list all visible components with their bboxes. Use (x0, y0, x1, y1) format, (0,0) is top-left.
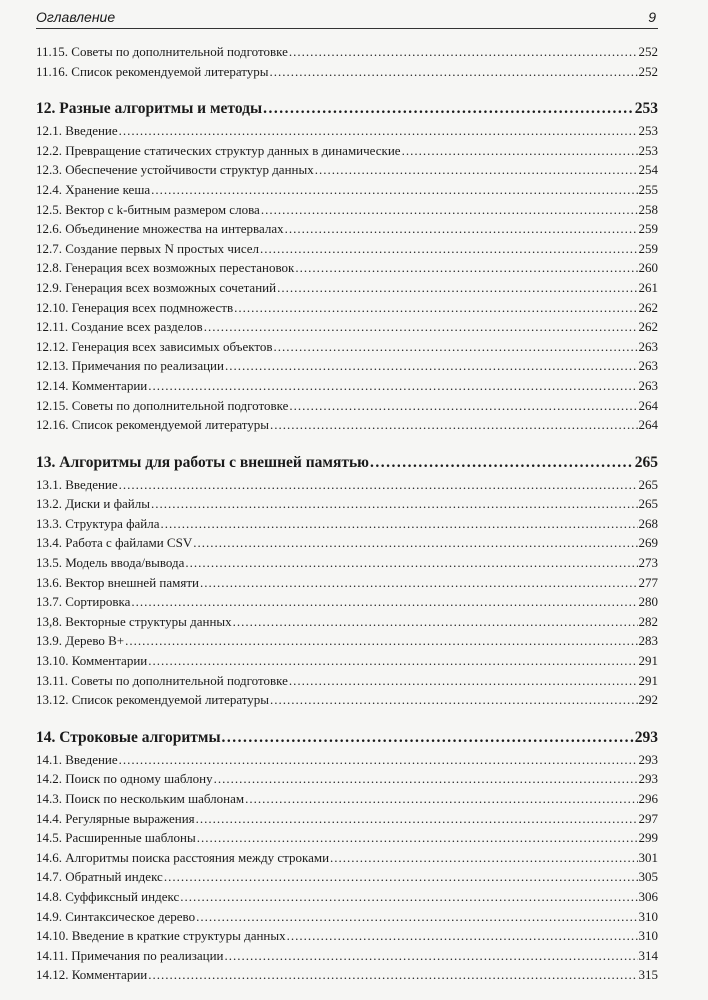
toc-entry-page: 315 (638, 967, 658, 983)
toc-entry (36, 592, 658, 612)
toc-entry-page: 292 (638, 692, 658, 708)
toc-entry-page: 280 (638, 594, 658, 610)
toc-entry-label: 12.13. Примечания по реализации (36, 358, 224, 374)
toc-entry-page: 268 (638, 515, 658, 531)
toc-entry (36, 239, 658, 259)
toc-entry (36, 690, 658, 710)
toc-entry (36, 219, 658, 239)
dot-leader (200, 573, 638, 593)
toc-entry-label: 14.9. Синтаксическое дерево (36, 908, 196, 924)
dot-leader (260, 239, 637, 259)
dot-leader (263, 98, 634, 119)
page-header (36, 6, 658, 29)
dot-leader (402, 141, 638, 161)
dot-leader (180, 887, 637, 907)
dot-leader (161, 514, 638, 534)
toc-entry-label: 12.1. Введение (36, 123, 118, 139)
dot-leader (315, 160, 638, 180)
toc-entry-label: 14.4. Регулярные выражения (36, 810, 195, 826)
toc-entry-label: 12.3. Обеспечение устойчивости структур данных (36, 162, 314, 178)
dot-leader (148, 651, 637, 671)
dot-leader (148, 965, 637, 985)
toc-entry-label: 13.2. Диски и файлы (36, 496, 150, 512)
toc-entry (36, 337, 658, 357)
toc-entry (36, 848, 658, 868)
toc-entry-page: 291 (638, 653, 658, 669)
toc-entry-label: 13.1. Введение (36, 476, 118, 492)
toc-entry-label: 14.2. Поиск по одному шаблону (36, 771, 213, 787)
toc-entry (36, 475, 658, 495)
toc-entry (36, 789, 658, 809)
toc-entry-page: 262 (638, 299, 658, 315)
toc-entry-label: 14.11. Примечания по реализации (36, 947, 224, 963)
toc-entry-label: 13.12. Список рекомендуемой литературы (36, 692, 270, 708)
toc-entry (36, 494, 658, 514)
toc-entry-page: 263 (638, 377, 658, 393)
table-of-contents (36, 42, 658, 985)
toc-entry-page: 258 (638, 201, 658, 217)
toc-entry-label: 12.7. Создание первых N простых чисел (36, 240, 260, 256)
toc-entry (36, 415, 658, 435)
dot-leader (289, 42, 638, 62)
toc-entry-page: 252 (638, 63, 658, 79)
chapter-heading (36, 727, 658, 748)
toc-entry (36, 258, 658, 278)
toc-entry-label: 12.15. Советы по дополнительной подготовке (36, 397, 289, 413)
toc-entry-page: 291 (638, 672, 658, 688)
toc-entry-page: 314 (638, 947, 658, 963)
dot-leader (330, 848, 637, 868)
dot-leader (151, 494, 638, 514)
toc-entry (36, 180, 658, 200)
toc-entry-label: 12.2. Превращение статических структур данных в динамические (36, 142, 401, 158)
toc-entry (36, 317, 658, 337)
toc-entry-page: 262 (638, 319, 658, 335)
toc-entry (36, 887, 658, 907)
dot-leader (222, 727, 634, 748)
dot-leader (285, 219, 638, 239)
dot-leader (148, 376, 637, 396)
toc-entry (36, 356, 658, 376)
toc-entry-label: 13.7. Сортировка (36, 594, 131, 610)
toc-entry-page: 265 (638, 476, 658, 492)
toc-entry (36, 809, 658, 829)
toc-entry-page: 254 (638, 162, 658, 178)
toc-entry (36, 533, 658, 553)
toc-entry-page: 259 (638, 240, 658, 256)
dot-leader (196, 907, 637, 927)
dot-leader (119, 121, 638, 141)
toc-entry-page: 264 (638, 417, 658, 433)
toc-entry-page: 310 (638, 928, 658, 944)
toc-entry-label: 13,8. Векторные структуры данных (36, 613, 232, 629)
chapter-heading (36, 452, 658, 473)
toc-entry-page: 297 (638, 810, 658, 826)
chapter-heading (36, 98, 658, 119)
dot-leader (119, 750, 638, 770)
toc-entry-label: 13.10. Комментарии (36, 653, 148, 669)
toc-entry (36, 946, 658, 966)
toc-entry (36, 553, 658, 573)
dot-leader (131, 592, 637, 612)
toc-entry (36, 573, 658, 593)
toc-entry-label: 14.5. Расширенные шаблоны (36, 830, 196, 846)
dot-leader (270, 62, 638, 82)
toc-entry (36, 200, 658, 220)
toc-entry (36, 121, 658, 141)
dot-leader (370, 452, 634, 473)
toc-entry-label: 13.6. Вектор внешней памяти (36, 574, 199, 590)
toc-entry-page: 265 (638, 496, 658, 512)
toc-entry-page: 264 (638, 397, 658, 413)
chapter-heading-label: 13. Алгоритмы для работы с внешней памятью (36, 453, 370, 471)
toc-entry-label: 12.9. Генерация всех возможных сочетаний (36, 279, 277, 295)
toc-entry (36, 750, 658, 770)
running-title: Оглавление (36, 9, 116, 25)
dot-leader (196, 809, 638, 829)
chapter-heading-label: 14. Строковые алгоритмы (36, 728, 221, 746)
dot-leader (125, 631, 637, 651)
chapter-heading-page: 293 (634, 728, 658, 746)
toc-entry-page: 283 (638, 633, 658, 649)
toc-entry-label: 12.12. Генерация всех зависимых объектов (36, 338, 273, 354)
page-number: 9 (648, 9, 656, 25)
toc-entry-page: 293 (638, 751, 658, 767)
toc-entry-page: 306 (638, 888, 658, 904)
toc-entry-page: 263 (638, 338, 658, 354)
toc-entry-label: 13.4. Работа с файлами CSV (36, 535, 193, 551)
toc-entry (36, 141, 658, 161)
toc-entry-label: 14.12. Комментарии (36, 967, 148, 983)
toc-entry-label: 11.15. Советы по дополнительной подготовке (36, 44, 288, 59)
toc-entry-page: 253 (638, 123, 658, 139)
toc-entry-label: 12.10. Генерация всех подмножеств (36, 299, 234, 315)
toc-entry (36, 651, 658, 671)
dot-leader (270, 690, 637, 710)
dot-leader (225, 356, 638, 376)
dot-leader (204, 317, 638, 337)
dot-leader (224, 946, 637, 966)
toc-entry-page: 301 (638, 849, 658, 865)
toc-entry-label: 11.16. Список рекомендуемой литературы (36, 63, 269, 79)
dot-leader (233, 612, 638, 632)
toc-entry (36, 62, 658, 82)
toc-entry (36, 671, 658, 691)
toc-entry (36, 42, 658, 62)
toc-entry-label: 14.8. Суффиксный индекс (36, 888, 180, 904)
toc-entry (36, 867, 658, 887)
chapter-heading-label: 12. Разные алгоритмы и методы (36, 100, 263, 118)
chapter-heading-page: 265 (634, 453, 658, 471)
dot-leader (274, 337, 638, 357)
toc-entry-page: 253 (638, 142, 658, 158)
toc-entry-page: 261 (638, 279, 658, 295)
toc-entry (36, 298, 658, 318)
dot-leader (295, 258, 637, 278)
toc-entry-label: 13.3. Структура файла (36, 515, 160, 531)
toc-entry-page: 282 (638, 613, 658, 629)
toc-entry (36, 612, 658, 632)
toc-entry (36, 965, 658, 985)
toc-entry-label: 12.5. Вектор с k-битным размером слова (36, 201, 260, 217)
toc-entry (36, 907, 658, 927)
toc-entry (36, 926, 658, 946)
dot-leader (234, 298, 637, 318)
toc-entry (36, 396, 658, 416)
toc-entry-label: 14.1. Введение (36, 751, 118, 767)
dot-leader (270, 415, 637, 435)
toc-entry (36, 769, 658, 789)
dot-leader (277, 278, 637, 298)
dot-leader (193, 533, 637, 553)
toc-entry-label: 12.11. Создание всех разделов (36, 319, 203, 335)
dot-leader (119, 475, 638, 495)
toc-entry-label: 12.14. Комментарии (36, 377, 148, 393)
dot-leader (245, 789, 637, 809)
dot-leader (151, 180, 637, 200)
toc-entry-label: 12.8. Генерация всех возможных перестановок (36, 260, 295, 276)
toc-entry-label: 12.4. Хранение кеша (36, 181, 151, 197)
toc-entry-label: 14.3. Поиск по нескольким шаблонам (36, 791, 245, 806)
toc-entry (36, 631, 658, 651)
dot-leader (289, 396, 637, 416)
dot-leader (214, 769, 638, 789)
toc-entry-page: 299 (638, 830, 658, 846)
toc-entry-page: 255 (638, 181, 658, 197)
toc-entry-page: 263 (638, 358, 658, 374)
dot-leader (289, 671, 638, 691)
chapter-heading-page: 253 (634, 100, 658, 118)
toc-entry (36, 160, 658, 180)
toc-entry-page: 260 (638, 260, 658, 276)
toc-entry-page: 273 (638, 555, 658, 571)
dot-leader (185, 553, 637, 573)
toc-entry-label: 13.9. Дерево B+ (36, 633, 125, 649)
dot-leader (164, 867, 638, 887)
toc-entry-page: 310 (638, 908, 658, 924)
toc-entry-page: 269 (638, 535, 658, 551)
toc-entry-label: 13.11. Советы по дополнительной подготовке (36, 672, 288, 688)
toc-entry-label: 12.16. Список рекомендуемой литературы (36, 417, 270, 433)
toc-entry (36, 278, 658, 298)
dot-leader (197, 828, 638, 848)
toc-entry-label: 12.6. Объединение множества на интервалах (36, 221, 284, 237)
toc-entry-label: 14.7. Обратный индекс (36, 869, 163, 885)
dot-leader (261, 200, 638, 220)
toc-entry-page: 293 (638, 771, 658, 787)
toc-entry-label: 14.10. Введение в краткие структуры данных (36, 928, 286, 944)
toc-entry-page: 305 (638, 869, 658, 885)
toc-entry-label: 13.5. Модель ввода/вывода (36, 555, 185, 571)
toc-entry (36, 514, 658, 534)
toc-entry-page: 296 (638, 791, 658, 806)
toc-entry-page: 259 (638, 221, 658, 237)
toc-entry-page: 252 (638, 44, 658, 59)
toc-entry (36, 376, 658, 396)
toc-entry-page: 277 (638, 574, 658, 590)
toc-entry (36, 828, 658, 848)
toc-entry-label: 14.6. Алгоритмы поиска расстояния между строками (36, 849, 330, 865)
dot-leader (287, 926, 638, 946)
